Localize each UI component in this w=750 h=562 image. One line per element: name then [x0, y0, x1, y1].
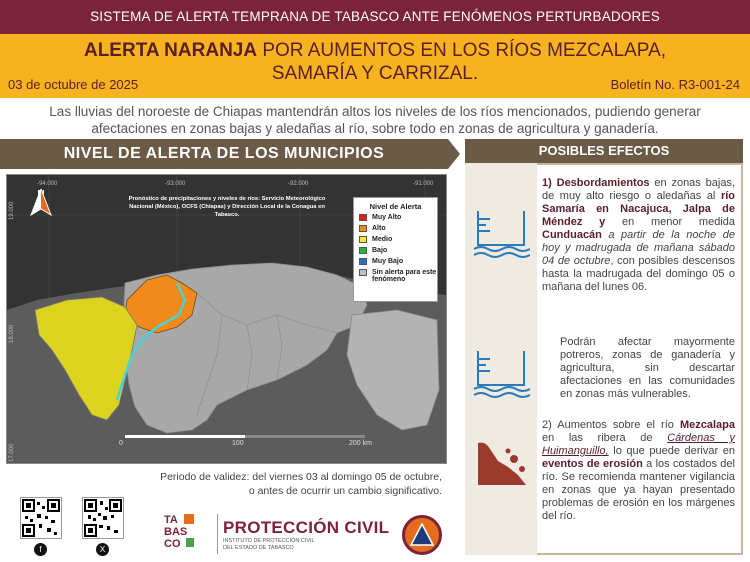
landslide-erosion-icon	[474, 435, 530, 496]
compass-icon	[29, 189, 53, 231]
lon-tick: -93.000	[165, 181, 186, 187]
svg-text:CO: CO	[164, 538, 181, 550]
svg-text:TA: TA	[164, 514, 178, 526]
pc-sub-line2: DEL ESTADO DE TABASCO	[223, 545, 294, 551]
effect-item-2: 2) Aumentos sobre el río Mezcalapa en las ribera de Cárdenas y Huimanguillo, lo que puede derivar en eventos de erosión a los costados del río. Se recomienda mantener vigilancia en zonas que ya hayan presentado problemas de erosión en los márgenes del río.	[542, 419, 735, 522]
tabasco-logo	[162, 512, 212, 556]
effect-item-1-paragraph-2: Podrán afectar mayormente potreros, zonas de ganadería y agricultura, sin descartar afectaciones en las comunidades en zonas más vulnerables.	[560, 336, 735, 400]
legend-swatch-sin-alerta	[359, 269, 367, 276]
scale-label: 200 km	[349, 440, 372, 447]
legend-swatch-medio	[359, 236, 367, 243]
scale-bar	[125, 435, 365, 438]
scale-label: 100	[232, 440, 244, 447]
system-title: SISTEMA DE ALERTA TEMPRANA DE TABASCO ANTE FENÓMENOS PERTURBADORES	[90, 9, 660, 24]
municipal-alert-header	[0, 139, 448, 169]
facebook-icon[interactable]: f	[34, 543, 47, 556]
alert-map	[6, 174, 447, 464]
legend-item: Medio	[354, 236, 437, 243]
intro-text: Las lluvias del noroeste de Chiapas mantendrán altos los niveles de los ríos mencionados, pudiendo generar afectaciones en zonas bajas y aledañas al río, sobre todo en zonas de agricultura y ganadería.	[49, 104, 701, 136]
legend-swatch-muy-bajo	[359, 258, 367, 265]
water-level-icon	[472, 205, 530, 264]
legend-item: Muy Alto	[354, 214, 437, 221]
map-legend	[353, 197, 438, 302]
facebook-qr-code[interactable]	[20, 497, 62, 539]
lat-tick: 17.000	[9, 443, 15, 462]
legend-title: Nivel de Alerta	[369, 202, 422, 211]
municipal-alert-title: NIVEL DE ALERTA DE LOS MUNICIPIOS	[63, 145, 385, 162]
alert-banner	[0, 34, 750, 98]
system-title-bar	[0, 0, 750, 34]
north-arrow-icon	[29, 189, 53, 217]
lon-tick: -92.000	[288, 181, 309, 187]
bulletin-number: Boletín No. R3-001-24	[610, 77, 740, 92]
alert-level-label: ALERTA NARANJA	[83, 40, 258, 61]
svg-text:BAS: BAS	[164, 526, 188, 538]
effects-title: POSIBLES EFECTOS	[538, 143, 670, 158]
validity-line1: Periodo de validez: del viernes 03 al domingo 05 de octubre,	[160, 471, 442, 483]
legend-swatch-muy-alto	[359, 214, 367, 221]
lat-tick: 19.000	[9, 201, 15, 220]
flood-level-icon	[472, 345, 530, 404]
legend-item: Sin alerta para este fenómeno	[354, 269, 437, 283]
lon-tick: -94.000	[37, 181, 58, 187]
map-source: Pronóstico de precipitaciones y niveles de ríos: Servicio Meteorológico Nacional (México), OCFS (Chiapas) y Dirección Local de la Conagua en Tabasco.	[128, 196, 326, 218]
effect-item-1: 1) Desbordamientos en zonas bajas, de muy alto riesgo o aledañas al río Samaría en Nacajuca, Jalpa de Méndez y en menor medida Cunduacán a partir de la noche de hoy y madrugada de mañana sábado 04 de octubre, con posibles descensos hasta la madrugada del domingo 05 o mañana del lunes 06.	[542, 177, 735, 293]
legend-item: Alto	[354, 225, 437, 232]
footer-divider	[217, 514, 218, 554]
x-icon[interactable]: X	[96, 543, 109, 556]
x-qr-code[interactable]	[82, 497, 124, 539]
proteccion-civil-title: PROTECCIÓN CIVIL	[223, 518, 390, 537]
validity-line2: o antes de ocurrir un cambio significativo.	[248, 485, 442, 497]
legend-item: Bajo	[354, 247, 437, 254]
bulletin-date: 03 de octubre de 2025	[8, 77, 139, 92]
legend-swatch-bajo	[359, 247, 367, 254]
alert-title-line2: SAMARÍA Y CARRIZAL.	[271, 63, 479, 84]
alert-title-line1: POR AUMENTOS EN LOS RÍOS MEZCALAPA,	[257, 40, 667, 61]
lon-tick: -91.000	[413, 181, 434, 187]
lat-tick: 18.000	[9, 324, 15, 343]
legend-item: Muy Bajo	[354, 258, 437, 265]
validity-period	[120, 470, 442, 498]
scale-label: 0	[119, 440, 123, 447]
civil-protection-seal-icon	[402, 515, 442, 555]
effects-header	[465, 139, 743, 163]
pc-sub-line1: INSTITUTO DE PROTECCIÓN CIVIL	[223, 538, 315, 544]
proteccion-civil-subtitle	[223, 538, 315, 552]
legend-swatch-alto	[359, 225, 367, 232]
